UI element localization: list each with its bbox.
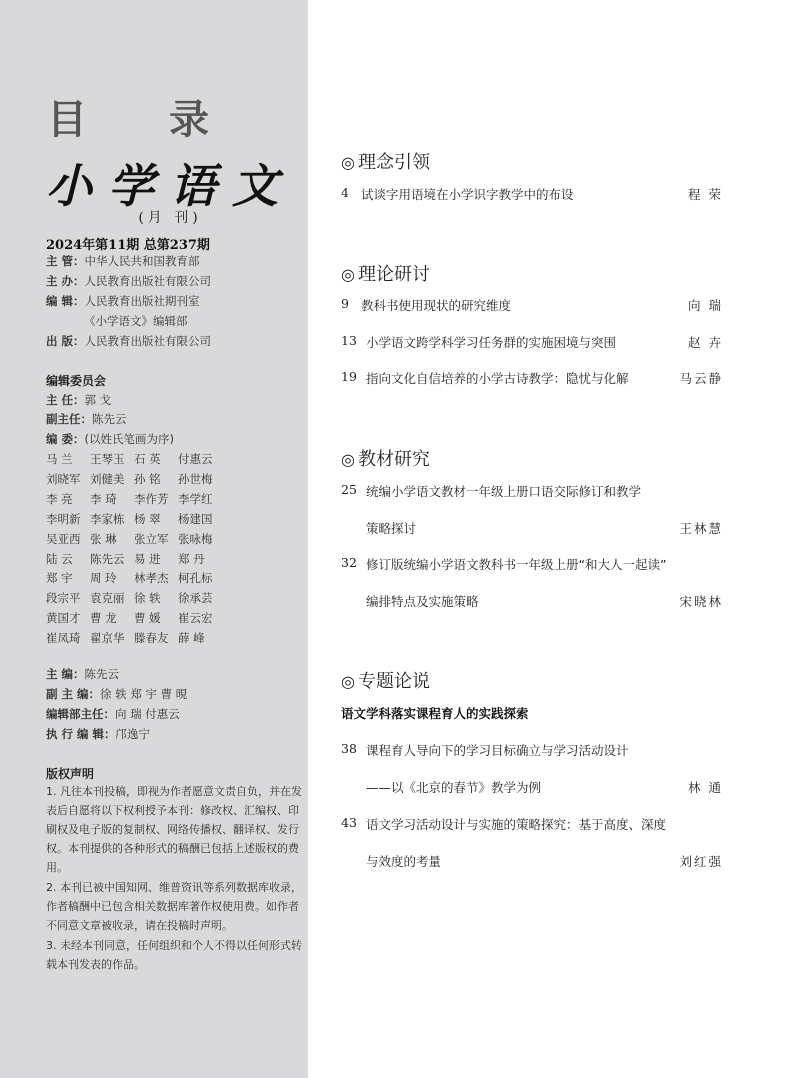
toc-page-number[interactable]: 43 <box>341 815 357 830</box>
board-member-name: 袁克丽 <box>90 591 125 606</box>
issue-number: 2024年第11期 总第237期 <box>46 238 210 253</box>
board-member-row <box>46 471 222 487</box>
meta-value: 向 瑞 付惠云 <box>115 707 180 721</box>
meta-row <box>46 253 200 269</box>
board-member-name: 李家栋 <box>90 511 125 526</box>
toc-entry-title[interactable]: 与效度的考量 <box>366 854 442 869</box>
section-title-text: 理论研讨 <box>357 264 430 285</box>
toc-entry-title[interactable]: 试谈字用语境在小学识字教学中的布设 <box>361 187 574 202</box>
board-member-name: 马 兰 <box>46 452 73 466</box>
section-textbook-research <box>341 445 430 471</box>
toc-page-number[interactable]: 32 <box>341 555 357 570</box>
board-member-name: 柯孔标 <box>178 571 213 586</box>
board-lead-row <box>46 431 174 447</box>
section-title-text: 教材研究 <box>357 449 430 470</box>
copyright-heading: 版权声明 <box>46 767 95 781</box>
board-member-name: 黄国才 <box>46 611 81 626</box>
toc-entry-title[interactable]: 课程育人导向下的学习目标确立与学习活动设计 <box>366 743 629 758</box>
board-member-name: 李 亮 <box>46 491 73 506</box>
toc-author: 程 荣 <box>688 187 723 202</box>
copyright-paragraph: 1. 凡往本刊投稿，即视为作者愿意文责自负，并在发表后自愿将以下权利授予本刊：修改权、汇编权、印刷权及电子版的复制权、网络传播权、翻译权、发行权。本刊提供的各种形式的稿酬已包括上述版权的费用。 <box>46 785 302 874</box>
magazine-title: 小学语文 <box>46 159 294 213</box>
board-member-name: 薛 峰 <box>178 631 205 646</box>
board-lead-row <box>46 411 127 427</box>
meta-key: 主 管： <box>46 254 85 268</box>
board-member-name: 周 玲 <box>90 571 117 586</box>
board-lead-row <box>46 392 111 408</box>
board-member-name: 孙世梅 <box>178 471 213 486</box>
contents-heading: 目 录 <box>47 96 243 143</box>
meta-value: 人民教育出版社期刊室 <box>84 294 200 308</box>
editor-row <box>46 666 119 682</box>
board-member-name: 陆 云 <box>46 551 73 566</box>
section-title-text: 理念引领 <box>357 152 430 173</box>
board-member-name: 张咏梅 <box>178 531 213 546</box>
board-member-row <box>46 570 222 586</box>
toc-entry-title[interactable]: 策略探讨 <box>366 521 417 536</box>
meta-key: 主 编： <box>46 667 85 681</box>
meta-key: 编 辑： <box>46 294 85 308</box>
section-subtitle: 语文学科落实课程育人的实践探索 <box>341 706 529 721</box>
board-member-name: 孙 铭 <box>134 471 161 486</box>
board-member-name: 王琴玉 <box>90 452 125 466</box>
meta-key: 编辑部主任： <box>46 707 115 721</box>
editor-row <box>46 706 180 722</box>
ring-bullet-icon: ◎ <box>341 672 355 691</box>
meta-row <box>84 313 188 329</box>
board-member-name: 李 琦 <box>90 491 117 506</box>
board-member-name: 曹 媛 <box>134 611 161 626</box>
board-member-name: 石 英 <box>134 452 161 466</box>
meta-value: 《小学语文》编辑部 <box>84 314 188 328</box>
ring-bullet-icon: ◎ <box>341 265 355 284</box>
toc-page-number[interactable]: 19 <box>341 369 357 384</box>
board-member-row <box>46 610 222 626</box>
board-member-name: 李明新 <box>46 511 81 526</box>
board-member-name: 张立军 <box>134 531 169 546</box>
meta-key: 出 版： <box>46 334 85 348</box>
board-member-name: 郑 宇 <box>46 571 73 586</box>
ring-bullet-icon: ◎ <box>341 450 355 469</box>
board-member-row <box>46 451 222 467</box>
board-member-name: 徐承芸 <box>178 591 213 606</box>
toc-page-number[interactable]: 9 <box>341 296 349 311</box>
board-member-name: 刘健美 <box>90 471 125 486</box>
meta-key: 副 主 编： <box>46 687 101 701</box>
board-member-row <box>46 590 222 606</box>
toc-entry-title[interactable]: 指向文化自信培养的小学古诗教学：隐忧与化解 <box>366 371 629 386</box>
board-member-name: 翟京华 <box>90 631 125 646</box>
meta-value: 人民教育出版社有限公司 <box>84 334 212 348</box>
toc-entry-title[interactable]: 语文学习活动设计与实施的策略探究：基于高度、深度 <box>366 817 667 832</box>
toc-author: 林 通 <box>688 780 723 795</box>
board-member-name: 段宗平 <box>46 591 81 606</box>
board-member-row <box>46 511 222 527</box>
section-theory-discussion <box>341 260 430 286</box>
meta-key: 主 办： <box>46 274 85 288</box>
meta-value: 郭 戈 <box>84 393 112 407</box>
board-member-row <box>46 551 222 567</box>
toc-author: 王林慧 <box>679 521 723 536</box>
meta-row <box>46 293 200 309</box>
board-member-name: 李学红 <box>178 491 213 506</box>
board-member-name: 郑 丹 <box>178 551 205 566</box>
copyright-paragraph: 3. 未经本刊同意，任何组织和个人不得以任何形式转载本刊发表的作品。 <box>46 939 302 971</box>
board-member-name: 李作芳 <box>134 491 169 506</box>
toc-entry-title[interactable]: ——以《北京的春节》教学为例 <box>366 780 542 795</box>
meta-value: 陈先云 <box>84 667 120 681</box>
meta-value: 徐 轶 郑 宇 曹 晛 <box>100 687 188 701</box>
board-member-name: 陈先云 <box>90 551 125 566</box>
board-member-row <box>46 630 222 646</box>
board-member-name: 吴亚西 <box>46 531 81 546</box>
toc-page-number[interactable]: 13 <box>341 333 357 348</box>
toc-entry-title[interactable]: 编排特点及实施策略 <box>366 594 479 609</box>
masthead-panel <box>0 0 308 1078</box>
toc-author: 宋晓林 <box>679 594 723 609</box>
meta-key: 主 任： <box>46 393 85 407</box>
editor-row <box>46 726 150 742</box>
board-member-name: 曹 龙 <box>90 611 117 626</box>
toc-author: 马云静 <box>679 371 723 386</box>
meta-key: 副主任： <box>46 412 92 426</box>
meta-value: 中华人民共和国教育部 <box>84 254 200 268</box>
editorial-board-heading: 编辑委员会 <box>46 374 107 388</box>
toc-page-number[interactable]: 38 <box>341 741 357 756</box>
copyright-paragraph: 2. 本刊已被中国知网、维普资讯等系列数据库收录，作者稿酬中已包含相关数据库著作权使用费。如作者不同意文章被收录，请在投稿时声明。 <box>46 881 302 932</box>
board-member-name: 易 进 <box>134 551 161 566</box>
meta-key: 编 委： <box>46 432 85 446</box>
board-member-name: 杨 翠 <box>134 511 161 526</box>
editor-row <box>46 686 187 702</box>
ring-bullet-icon: ◎ <box>341 153 355 172</box>
toc-author: 向 瑞 <box>688 298 723 313</box>
meta-value: 陈先云 <box>92 412 127 426</box>
board-member-name: 刘晓军 <box>46 471 81 486</box>
board-member-row <box>46 531 222 547</box>
board-member-name: 徐 轶 <box>134 591 161 606</box>
board-member-name: 崔凤琦 <box>46 631 81 646</box>
toc-author: 赵 卉 <box>688 335 723 350</box>
board-member-name: 滕春友 <box>134 631 169 646</box>
toc-entry-title[interactable]: 教科书使用现状的研究维度 <box>361 298 512 313</box>
section-title-text: 专题论说 <box>357 671 430 692</box>
toc-entry-title[interactable]: 修订版统编小学语文教科书一年级上册“和大人一起读” <box>366 557 667 572</box>
toc-author: 刘红强 <box>679 854 723 869</box>
meta-value: (以姓氏笔画为序) <box>84 432 174 446</box>
board-member-name: 杨建国 <box>178 511 213 526</box>
board-member-row <box>46 491 222 507</box>
board-member-name: 付惠云 <box>178 452 213 466</box>
meta-row <box>46 333 211 349</box>
board-member-name: 林孝杰 <box>134 571 169 586</box>
toc-entry-title[interactable]: 统编小学语文教材一年级上册口语交际修订和教学 <box>366 484 642 499</box>
board-member-name: 崔云宏 <box>178 611 213 626</box>
toc-page-number[interactable]: 25 <box>341 482 357 497</box>
toc-entry-title[interactable]: 小学语文跨学科学习任务群的实施困境与突围 <box>366 335 617 350</box>
meta-key: 执 行 编 辑： <box>46 727 116 741</box>
board-member-name: 张 琳 <box>90 531 117 546</box>
frequency-label: (月 刊) <box>138 210 202 226</box>
meta-value: 人民教育出版社有限公司 <box>84 274 212 288</box>
meta-value: 邝逸宁 <box>115 727 151 741</box>
section-idea-guidance <box>341 148 430 174</box>
meta-row <box>46 273 211 289</box>
section-special-topic <box>341 667 430 693</box>
toc-page-number[interactable]: 4 <box>341 185 349 200</box>
